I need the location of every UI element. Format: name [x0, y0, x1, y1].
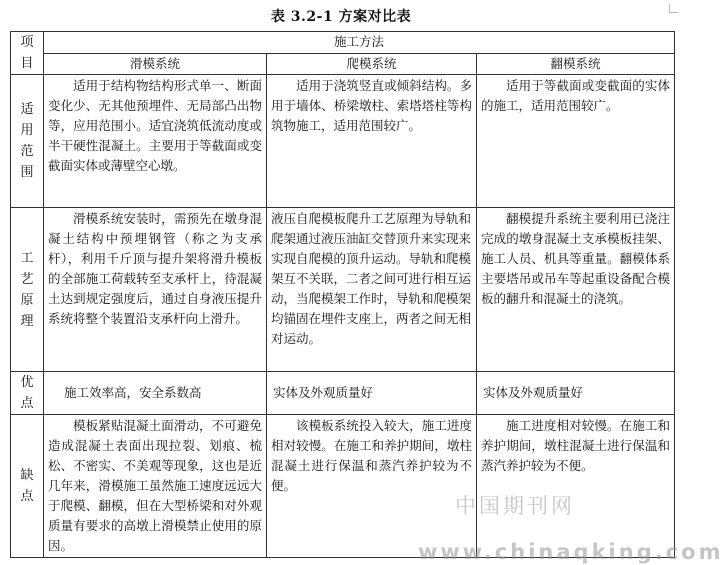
cell-scope-flipform: 适用于等截面或变截面的实体的施工，适用范围较广。: [477, 75, 675, 208]
comparison-table: [10, 31, 675, 558]
column-header-climbform: 爬模系统: [267, 53, 477, 75]
cell-principle-slipform: 滑模系统安装时，需预先在墩身混凝土结构中预埋钢管（称之为支承杆），利用千斤顶与提升架将滑升模板的全部施工荷载转至支承杆上，待混凝土达到规定强度后，通过自身液压提升系统将整个装置沿支承杆向上滑升。: [44, 208, 267, 372]
header-method-label: 施工方法: [44, 32, 675, 54]
row-label-cell: [11, 415, 44, 558]
table-caption: 表 3.2-1 方案对比表: [270, 9, 412, 25]
cell-principle-flipform: 翻模提升系统主要利用已浇注完成的墩身混凝土支承模板挂架、施工人员、机具等重量。翻模体系主要塔吊或吊车等起重设备配合模板的翻升和混凝土的浇筑。: [477, 208, 675, 372]
row-label-cell: [11, 372, 44, 415]
cell-scope-slipform: 适用于结构物结构形式单一、断面变化少、无其他预埋件、无局部凸出物等，应用范围小。适宜浇筑低流动度或半干硬性混凝土。主要用于等截面或变截面实体或薄壁空心墩。: [44, 75, 267, 208]
table-row-disadvantages: [11, 415, 675, 558]
cell-principle-climbform: 液压自爬模板爬升工艺原理为导轨和爬架通过液压油缸交替顶升来实现来实现自爬模的顶升运动。导轨和爬模架互不关联，二者之间可进行相互运动，当爬模架工作时，导轨和爬模架均锚固在埋件支座上，两者之间无相对运动。: [267, 208, 477, 372]
cell-advantages-slipform: 施工效率高，安全系数高: [44, 372, 267, 415]
table-row-principle: [11, 208, 675, 372]
row-label: 缺点: [20, 468, 34, 504]
row-label: 优点: [20, 375, 34, 411]
header-row-1: [11, 32, 675, 54]
cell-advantages-climbform: 实体及外观质量好: [267, 372, 477, 415]
column-header-flipform: 翻模系统: [477, 53, 675, 75]
watermark-site-name: 中国期刊网: [455, 494, 575, 518]
header-row-2: [11, 53, 675, 75]
cell-disadvantages-slipform: 模板紧贴混凝土面滑动，不可避免造成混凝土表面出现拉裂、划痕、梳松、不密实、不美观等现象，这也是近几年来，滑模施工虽然施工速度远远大于爬模、翻模，但在大型桥梁和对外观质量有要求的高墩上滑模禁止使用的原因。: [44, 415, 267, 558]
row-label: 工艺原理: [20, 250, 34, 329]
header-item-label: 项目: [20, 35, 34, 71]
cell-disadvantages-flipform: 施工进度相对较慢。在施工和养护期间，墩柱混凝土进行保温和蒸汽养护较为不便。: [477, 415, 675, 558]
cell-scope-climbform: 适用于浇筑竖直或倾斜结构。多用于墙体、桥梁墩柱、索塔塔柱等构筑物施工，适用范围较广。: [267, 75, 477, 208]
table-row-advantages: [11, 372, 675, 415]
watermark-site-url: www.chinaqking.com: [418, 540, 723, 564]
header-item-cell: [11, 32, 44, 75]
row-label-cell: [11, 208, 44, 372]
cell-disadvantages-climbform: 该模板系统投入较大，施工进度相对较慢。在施工和养护期间，墩柱混凝土进行保温和蒸汽养护较为不便。: [267, 415, 477, 558]
row-label-cell: [11, 75, 44, 208]
cell-advantages-flipform: 实体及外观质量好: [477, 372, 675, 415]
column-header-slipform: 滑模系统: [44, 53, 267, 75]
table-row-scope: [11, 75, 675, 208]
row-label: 适用范围: [20, 102, 34, 180]
